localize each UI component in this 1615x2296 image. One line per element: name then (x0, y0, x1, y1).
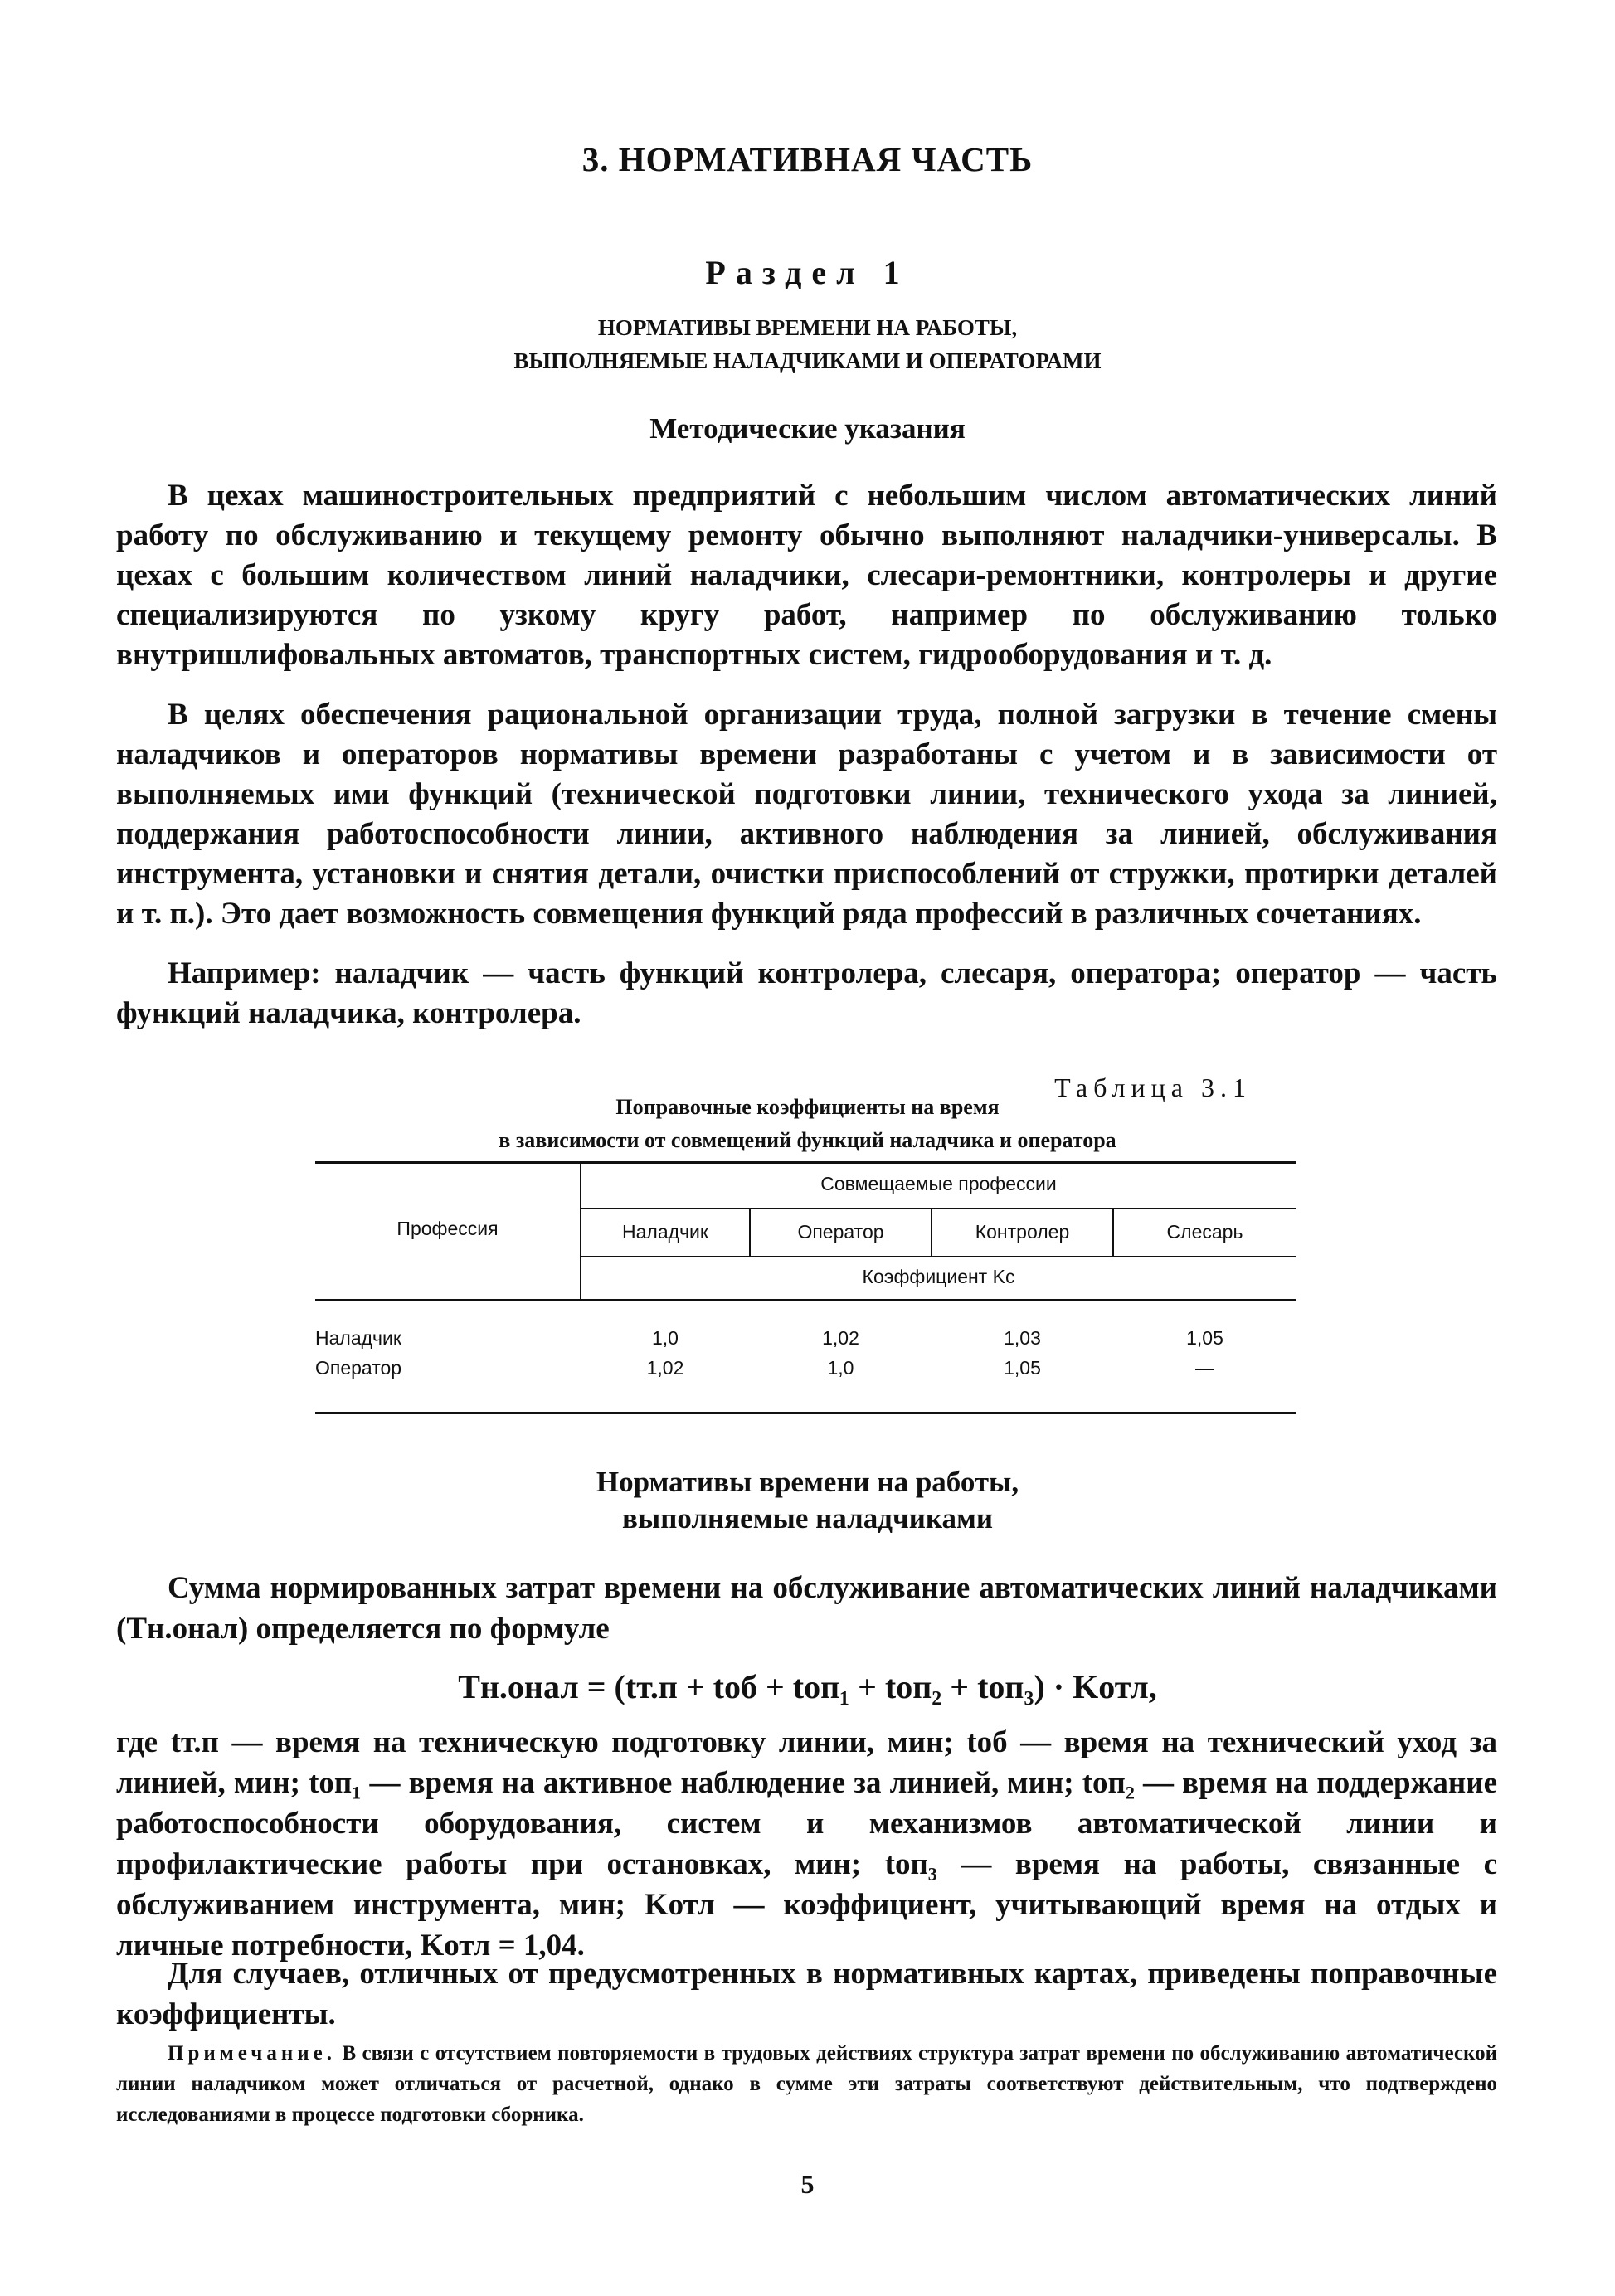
subtitle-line-1: НОРМАТИВЫ ВРЕМЕНИ НА РАБОТЫ, (597, 315, 1018, 340)
col-header-profession: Профессия (396, 1218, 499, 1239)
coefficients-table (315, 1161, 1296, 1415)
formula: Tн.oнал = (tт.п + tоб + tоп₁ + tоп₂ + tоп₃) · Kотл, (458, 1668, 1157, 1705)
row-name-naladchik: Наладчик (315, 1327, 401, 1349)
note-label: Примечание. (168, 2042, 337, 2065)
table-title (0, 1091, 1615, 1157)
col-header-naladchik: Наладчик (622, 1221, 708, 1243)
paragraph-5: где tт.п — время на техническую подготовку линии, мин; tоб — время на технический уход за линией, мин; tоп₁ — время на активное наблюдение за линией, мин; tоп₂ — время на поддержание работоспособности оборудования, систем и механизмов автоматической линии и профилактические работы при остановках, мин; tоп₃ — время на работы, связанные с обслуживанием инструмента, мин; Kотл — коэффициент, учитывающий время на отдых и личные потребности, Kотл = 1,04. (116, 1725, 1497, 1963)
coef-header: Коэффициент Kс (862, 1266, 1015, 1287)
norms-heading (0, 1464, 1615, 1537)
section-heading: Раздел 1 (705, 254, 910, 291)
table-label: Таблица 3.1 (1054, 1073, 1252, 1102)
cell-operator-naladchik: 1,02 (646, 1357, 684, 1379)
cell-naladchik-kontroler: 1,03 (1004, 1327, 1041, 1349)
cell-naladchik-slesar: 1,05 (1186, 1327, 1223, 1349)
norms-heading-line-1: Нормативы времени на работы, (596, 1466, 1019, 1498)
cell-naladchik-naladchik: 1,0 (652, 1327, 679, 1349)
cell-operator-operator: 1,0 (827, 1357, 854, 1379)
group-header-combined: Совмещаемые профессии (820, 1173, 1057, 1194)
cell-operator-slesar: — (1195, 1357, 1214, 1379)
page-number: 5 (800, 2169, 815, 2199)
columns-rule (581, 1256, 1296, 1257)
paragraph-4: Сумма нормированных затрат времени на обслуживание автоматических линий наладчиками (Tн.oнал) определяется по формуле (116, 1571, 1497, 1646)
paragraph-2: В целях обеспечения рациональной организации труда, полной загрузки в течение смены наладчиков и операторов нормативы времени разработаны с учетом и в зависимости от выполняемых ими функций (технической подготовки линии, технического ухода за линией, поддержания работоспособности линии, активного наблюдения за линией, обслуживания инструмента, установки и снятия детали, очистки приспособлений от стружки, протирки деталей и т. п.). Это дает возможность совмещения функций ряда профессий в различных сочетаниях. (116, 698, 1497, 931)
table-top-rule (315, 1161, 1296, 1164)
cell-naladchik-operator: 1,02 (822, 1327, 859, 1349)
table-bottom-rule (315, 1412, 1296, 1414)
paragraph-6: Для случаев, отличных от предусмотренных в нормативных картах, приведены поправочные коэффициенты. (116, 1957, 1497, 2031)
paragraph-1: В цехах машиностроительных предприятий с небольшим числом автоматических линий работу по обслуживанию и текущему ремонту обычно выполняют наладчики-универсалы. В цехах с большим количеством линий наладчики, слесари-ремонтники, контролеры и другие специализируются по узкому кругу работ, например по обслуживанию только внутришлифовальных автоматов, транспортных систем, гидрооборудования и т. д. (116, 479, 1497, 672)
col-header-slesar: Слесарь (1166, 1221, 1243, 1243)
paragraph-3: Например: наладчик — часть функций контролера, слесаря, оператора; оператор — часть функций наладчика, контролера. (116, 956, 1497, 1030)
col-header-operator: Оператор (797, 1221, 884, 1243)
subtitle-line-2: ВЫПОЛНЯЕМЫЕ НАЛАДЧИКАМИ И ОПЕРАТОРАМИ (513, 348, 1102, 373)
section-subtitle (0, 311, 1615, 377)
note-text: В связи с отсутствием повторяемости в трудовых действиях структура затрат времени по обслуживанию автоматической линии наладчиком может отличаться от расчетной, однако в сумме эти затраты соответствуют действительным, что подтверждено исследованиями в процессе подготовки сборника. (116, 2042, 1498, 2126)
main-title: 3. НОРМАТИВНАЯ ЧАСТЬ (581, 140, 1034, 178)
col-header-kontroler: Контролер (975, 1221, 1070, 1243)
row-name-operator: Оператор (315, 1357, 402, 1379)
table-title-line-1: Поправочные коэффициенты на время (615, 1095, 1000, 1119)
norms-heading-line-2: выполняемые наладчиками (621, 1502, 994, 1535)
method-heading: Методические указания (649, 412, 966, 445)
group-header-rule (581, 1208, 1296, 1209)
header-bottom-rule (315, 1299, 1296, 1301)
cell-operator-kontroler: 1,05 (1004, 1357, 1041, 1379)
note (116, 2038, 1497, 2130)
table-title-line-2: в зависимости от совмещений функций наладчика и оператора (499, 1128, 1116, 1152)
